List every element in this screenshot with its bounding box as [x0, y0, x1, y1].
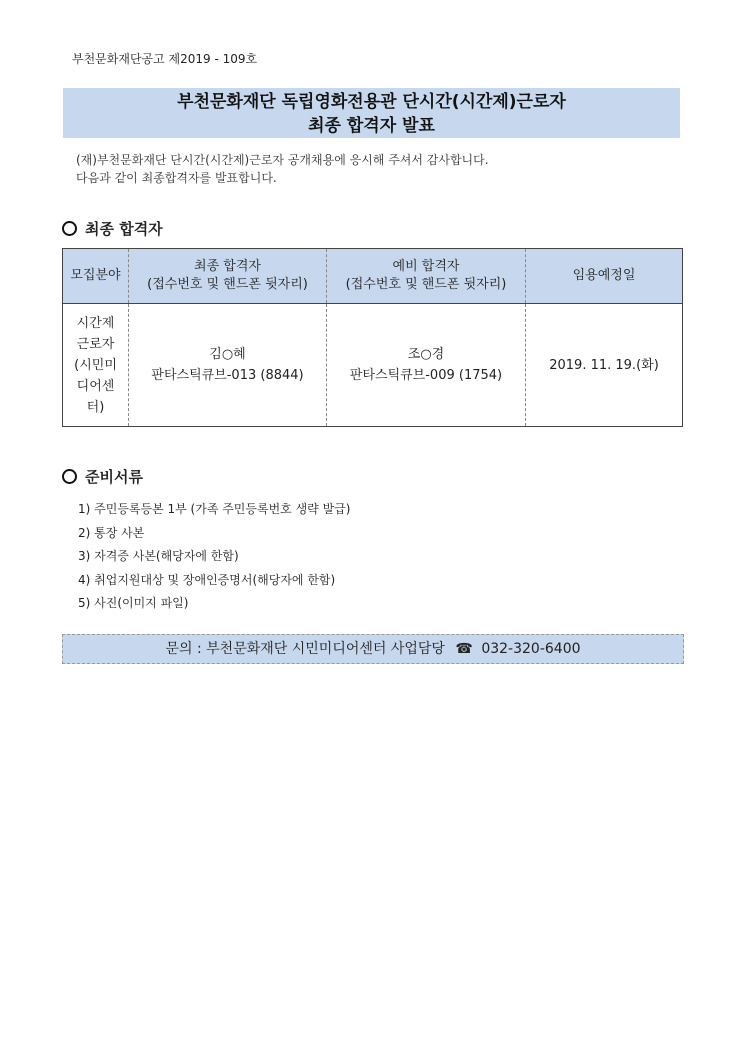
table-header-row	[63, 249, 683, 304]
cell-final	[129, 304, 327, 427]
intro-text	[76, 151, 489, 187]
final-name: 김○혜	[209, 347, 246, 362]
phone-icon: ☎	[455, 641, 473, 657]
circle-bullet-icon	[62, 469, 77, 484]
section-heading-result	[62, 218, 163, 239]
title-banner	[63, 88, 680, 138]
table-row	[63, 304, 683, 427]
section-heading-docs	[62, 466, 143, 487]
cell-date: 2019. 11. 19.(화)	[526, 304, 683, 427]
final-detail: 판타스틱큐브-013 (8844)	[151, 368, 304, 383]
intro-line-2: 다음과 같이 최종합격자를 발표합니다.	[76, 171, 277, 185]
cell-reserve	[327, 304, 526, 427]
documents-list	[78, 498, 350, 616]
notice-number: 부천문화재단공고 제2019 - 109호	[72, 52, 258, 66]
list-item: 3) 자격증 사본(해당자에 한함)	[78, 549, 239, 563]
section-title-docs: 준비서류	[85, 468, 143, 486]
title-line-1: 부천문화재단 독립영화전용관 단시간(시간제)근로자	[177, 92, 566, 112]
reserve-detail: 판타스틱큐브-009 (1754)	[349, 368, 503, 383]
list-item: 2) 통장 사본	[78, 525, 145, 540]
list-item: 4) 취업지원대상 및 장애인증명서(해당자에 한함)	[78, 572, 336, 587]
list-item: 1) 주민등록등본 1부 (가족 주민등록번호 생략 발급)	[78, 502, 351, 516]
contact-box	[62, 634, 684, 664]
circle-bullet-icon	[62, 221, 77, 236]
contact-phone: 032-320-6400	[481, 641, 581, 657]
result-table	[62, 248, 683, 427]
header-field: 모집분야	[63, 249, 129, 304]
title-line-2: 최종 합격자 발표	[308, 116, 435, 136]
header-final: 최종 합격자 (접수번호 및 핸드폰 뒷자리)	[129, 249, 327, 304]
intro-line-1: (재)부천문화재단 단시간(시간제)근로자 공개채용에 응시해 주셔서 감사합니다.	[76, 153, 489, 167]
cell-field: 시간제 근로자 (시민미 디어센 터)	[63, 304, 129, 427]
header-reserve: 예비 합격자 (접수번호 및 핸드폰 뒷자리)	[327, 249, 526, 304]
reserve-name: 조○경	[407, 347, 445, 362]
list-item: 5) 사진(이미지 파일)	[78, 596, 189, 610]
section-title-result: 최종 합격자	[85, 220, 163, 238]
contact-text: 문의 : 부천문화재단 시민미디어센터 사업담당	[165, 641, 445, 657]
header-date: 임용예정일	[526, 249, 683, 304]
